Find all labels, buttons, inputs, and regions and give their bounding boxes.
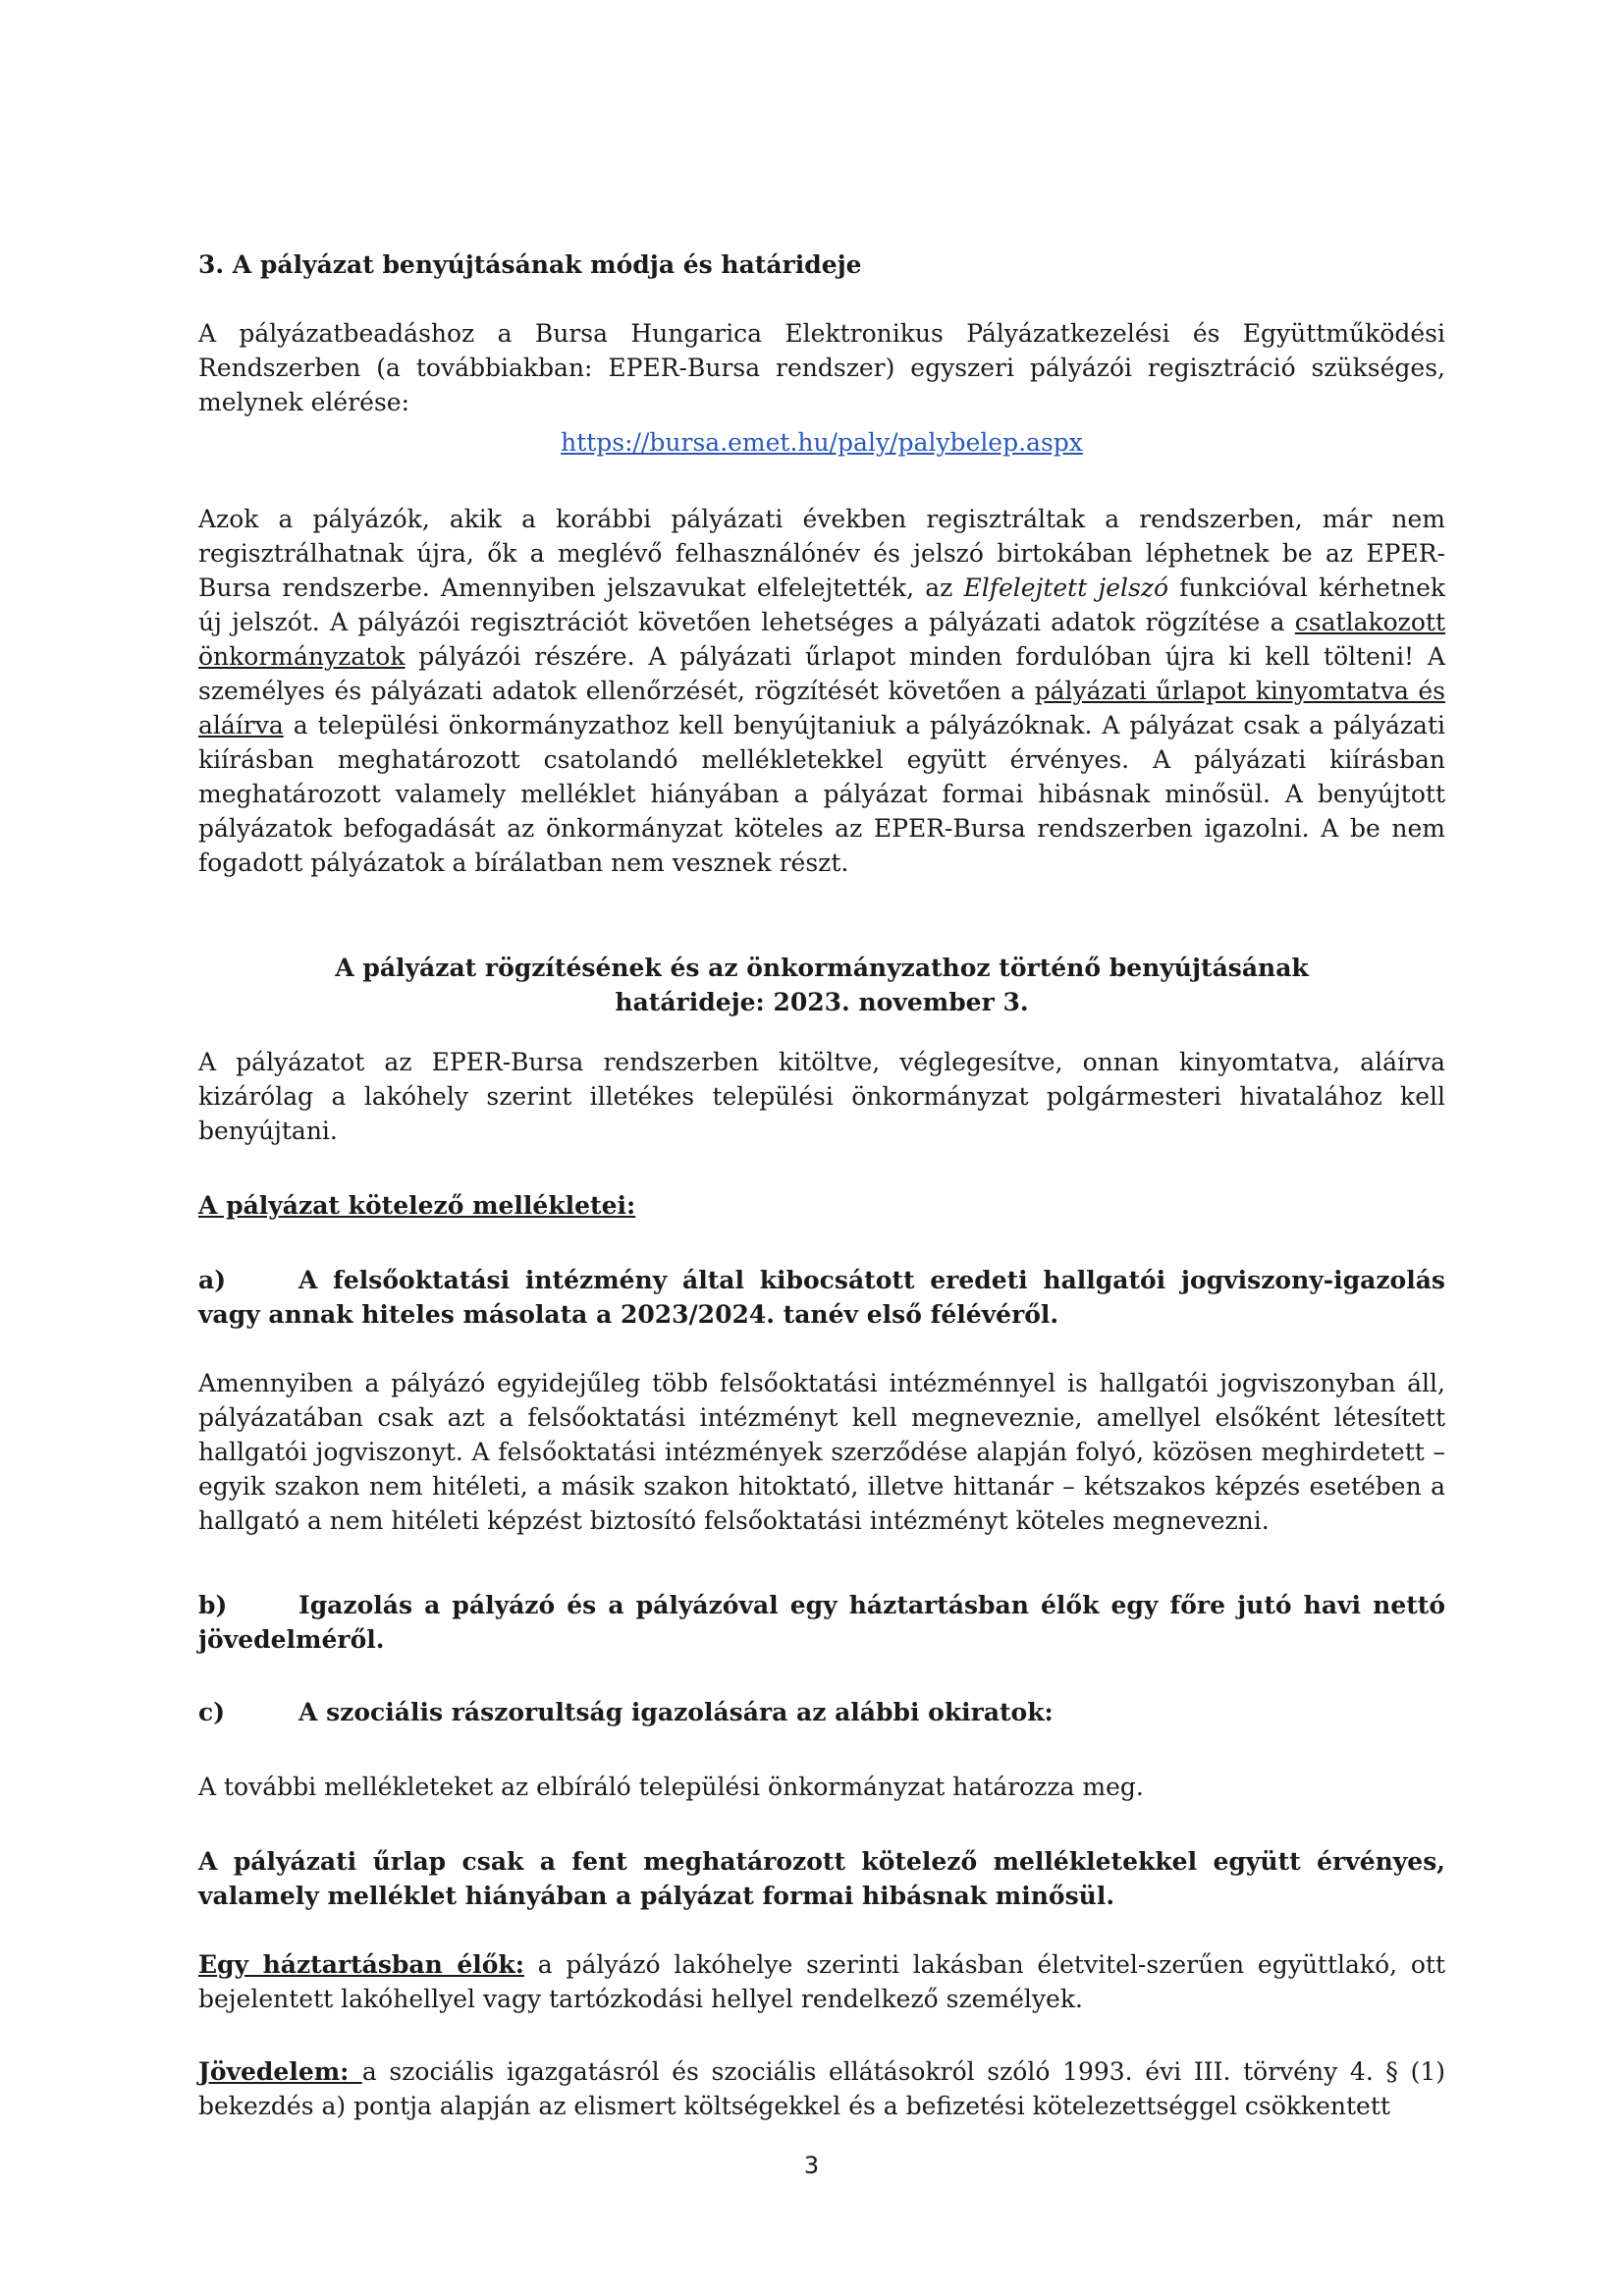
section-title: 3. A pályázat benyújtásának módja és határideje [198, 250, 862, 279]
submission-paragraph: A pályázatot az EPER-Bursa rendszerben kitöltve, véglegesítve, onnan kinyomtatva, aláírva kizárólag a lakóhely szerint illetékes települési önkormányzat polgármesteri hivatalához kell benyújtani. [198, 1048, 1445, 1145]
validity-note: A pályázati űrlap csak a fent meghatározott kötelező mellékletekkel együtt érvényes, valamely melléklet hiányában a pályázat formai hibásnak minősül. [198, 1847, 1445, 1910]
page-number: 3 [803, 2152, 820, 2179]
item-c-label: c) [198, 1698, 226, 1726]
registration-text-c: pályázói részére. A pályázati űrlapot minden fordulóban újra ki kell tölteni! A személyes és pályázati adatok ellenőrzését, rögzítését követően a [198, 642, 1445, 705]
item-c-text: A szociális rászorultság igazolására az alábbi okiratok: [298, 1698, 1054, 1726]
household-term: Egy háztartásban élők: [198, 1950, 524, 1979]
household-text: a pályázó lakóhelye szerinti lakásban életvitel-szerűen együttlakó, ott bejelentett lakóhellyel vagy tartózkodási hellyel rendelkező személyek. [198, 1950, 1445, 2013]
registration-text-b: funkcióval kérhetnek új jelszót. A pályázói regisztrációt követően lehetséges a pályázati adatok rögzítése a [198, 574, 1446, 636]
joined-municipalities-text: csatlakozott önkormányzatok [198, 608, 1445, 671]
item-c [198, 1695, 1445, 1729]
intro-paragraph: A pályázatbeadáshoz a Bursa Hungarica Elektronikus Pályázatkezelési és Együttműködési Rendszerben (a továbbiakban: EPER-Bursa rendszer) egyszeri pályázói regisztráció szükséges, melynek elérése: [198, 319, 1445, 416]
item-b-text: Igazolás a pályázó és a pályázóval egy háztartásban élők egy főre jutó havi nettó jövedelméről. [198, 1591, 1445, 1654]
deadline-line-2: határideje: 2023. november 3. [615, 988, 1029, 1016]
deadline-block [198, 951, 1445, 1019]
multiple-institutions-paragraph: Amennyiben a pályázó egyidejűleg több felsőoktatási intézménnyel is hallgatói jogviszonyban áll, pályázatában csak azt a felsőoktatási intézményt kell megneveznie, amellyel elsőként létesített hallgatói jogviszonyt. A felsőoktatási intézmények szerződése alapján folyó, közösen meghirdetett – egyik szakon nem hitéleti, a másik szakon hitoktató, illetve hittanár – kétszakos képzés esetében a hallgató a nem hitéleti képzést biztosító felsőoktatási intézményt köteles megnevezni. [198, 1369, 1445, 1535]
attachments-title: A pályázat kötelező mellékletei: [198, 1191, 636, 1220]
item-b [198, 1588, 1445, 1657]
item-a-text: A felsőoktatási intézmény által kibocsátott eredeti hallgatói jogviszony-igazolás vagy annak hiteles másolata a 2023/2024. tanév első félévéről. [198, 1266, 1445, 1329]
registration-paragraph [198, 502, 1445, 880]
eper-bursa-link[interactable]: https://bursa.emet.hu/paly/palybelep.aspx [561, 428, 1083, 457]
item-a-label: a) [198, 1266, 227, 1294]
further-attachments-paragraph: A további mellékleteket az elbíráló települési önkormányzat határozza meg. [198, 1773, 1144, 1801]
link-line [198, 425, 1445, 460]
registration-text-a: Azok a pályázók, akik a korábbi pályázati években regisztráltak a rendszerben, már nem regisztrálhatnak újra, ők a meglévő felhasználónév és jelszó birtokában léphetnek be az EPER-Bursa rendszerbe. Amennyiben jelszavukat elfelejtették, az [198, 505, 1445, 602]
deadline-line-1: A pályázat rögzítésének és az önkormányzathoz történő benyújtásának [335, 954, 1309, 982]
income-definition [198, 2054, 1445, 2123]
item-b-label: b) [198, 1591, 228, 1619]
item-a [198, 1263, 1445, 1332]
income-term: Jövedelem: [198, 2057, 362, 2086]
registration-text-d: a települési önkormányzathoz kell benyújtaniuk a pályázóknak. A pályázat csak a pályázati kiírásban meghatározott csatolandó mellékletekkel együtt érvényes. A pályázati kiírásban meghatározott valamely melléklet hiányában a pályázat formai hibásnak minősül. A benyújtott pályázatok befogadását az önkormányzat köteles az EPER-Bursa rendszerben igazolni. A be nem fogadott pályázatok a bírálatban nem vesznek részt. [198, 711, 1445, 877]
household-definition [198, 1947, 1445, 2016]
printed-signed-form-text: pályázati űrlapot kinyomtatva és aláírva [198, 677, 1445, 739]
income-text: a szociális igazgatásról és szociális ellátásokról szóló 1993. évi III. törvény 4. § (1) bekezdés a) pontja alapján az elismert költségekkel és a befizetési kötelezettséggel csökkentett [198, 2057, 1446, 2120]
forgotten-password-text: Elfelejtett jelszó [963, 574, 1169, 602]
